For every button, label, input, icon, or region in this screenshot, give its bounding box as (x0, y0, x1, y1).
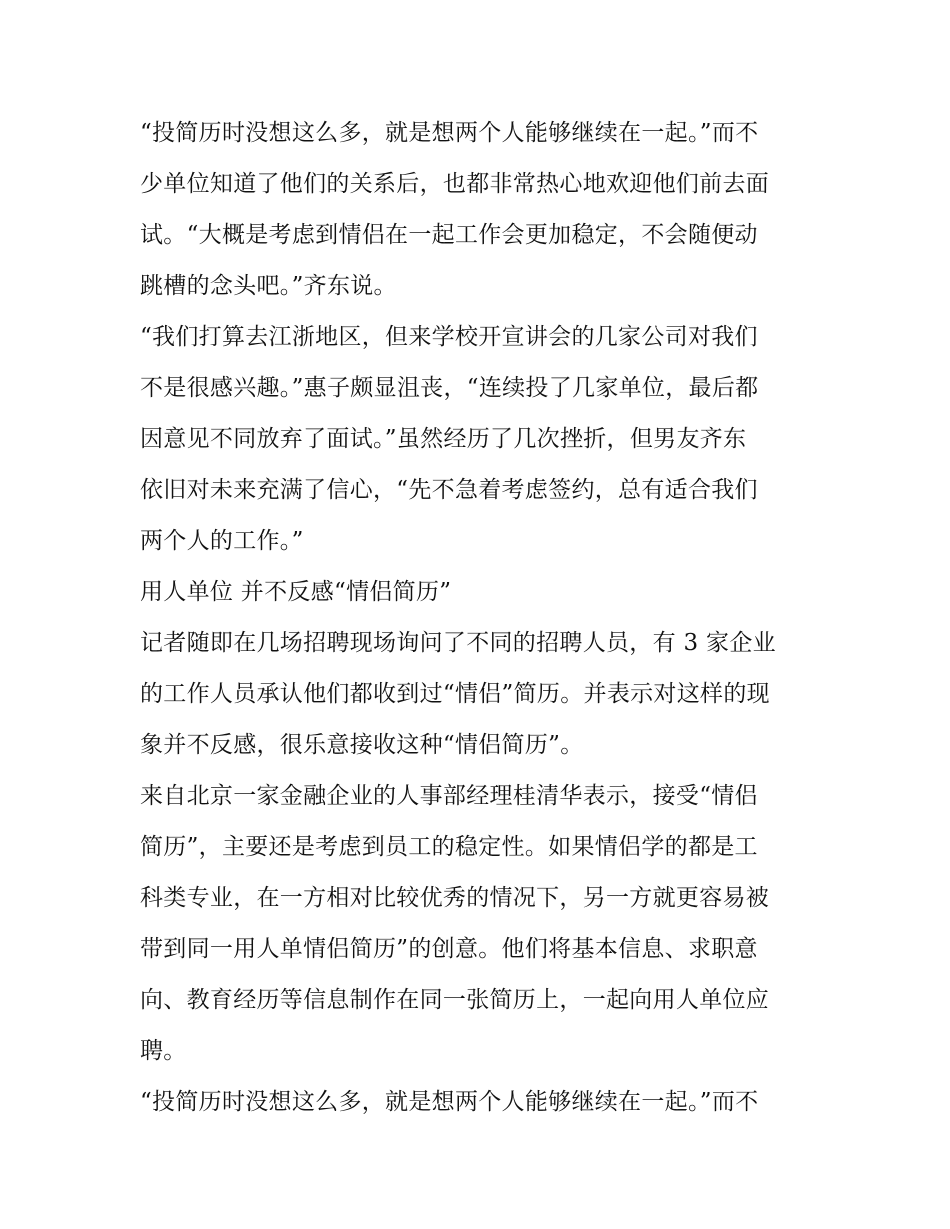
text-line: 向、教育经历等信息制作在同一张简历上，一起向用人单位应 (140, 987, 770, 1013)
text-line: 聘。 (140, 1038, 187, 1064)
text-line: 不是很感兴趣。”惠子颇显沮丧，“连续投了几家单位，最后都 (140, 375, 759, 401)
text-line: 记者随即在几场招聘现场询问了不同的招聘人员，有 3 家企业 (140, 630, 776, 656)
text-line: 依旧对未来充满了信心，“先不急着考虑签约，总有适合我们 (140, 477, 758, 503)
text-line: “投简历时没想这么多，就是想两个人能够继续在一起。”而不 (140, 1089, 759, 1115)
text-line: 试。“大概是考虑到情侣在一起工作会更加稳定，不会随便动 (140, 222, 758, 248)
text-line: 来自北京一家金融企业的人事部经理桂清华表示，接受“情侣 (140, 783, 758, 809)
text-line: 简历”，主要还是考虑到员工的稳定性。如果情侣学的都是工 (140, 834, 758, 860)
text-line: 少单位知道了他们的关系后，也都非常热心地欢迎他们前去面 (140, 171, 770, 197)
text-line: 科类专业，在一方相对比较优秀的情况下，另一方就更容易被 (140, 885, 770, 911)
text-line: “我们打算去江浙地区，但来学校开宣讲会的几家公司对我们 (140, 324, 758, 350)
text-line: 象并不反感，很乐意接收这种“情侣简历”。 (140, 732, 584, 758)
section-heading: 用人单位 并不反感“情侣简历” (140, 579, 452, 605)
text-line: 跳槽的念头吧。”齐东说。 (140, 273, 397, 299)
text-line: 两个人的工作。” (140, 528, 304, 554)
text-line: 的工作人员承认他们都收到过“情侣”简历。并表示对这样的现 (140, 681, 770, 707)
text-line: 带到同一用人单情侣简历”的创意。他们将基本信息、求职意 (140, 936, 758, 962)
text-line: “投简历时没想这么多，就是想两个人能够继续在一起。”而不 (140, 120, 759, 146)
text-line: 因意见不同放弃了面试。”虽然经历了几次挫折，但男友齐东 (140, 426, 747, 452)
